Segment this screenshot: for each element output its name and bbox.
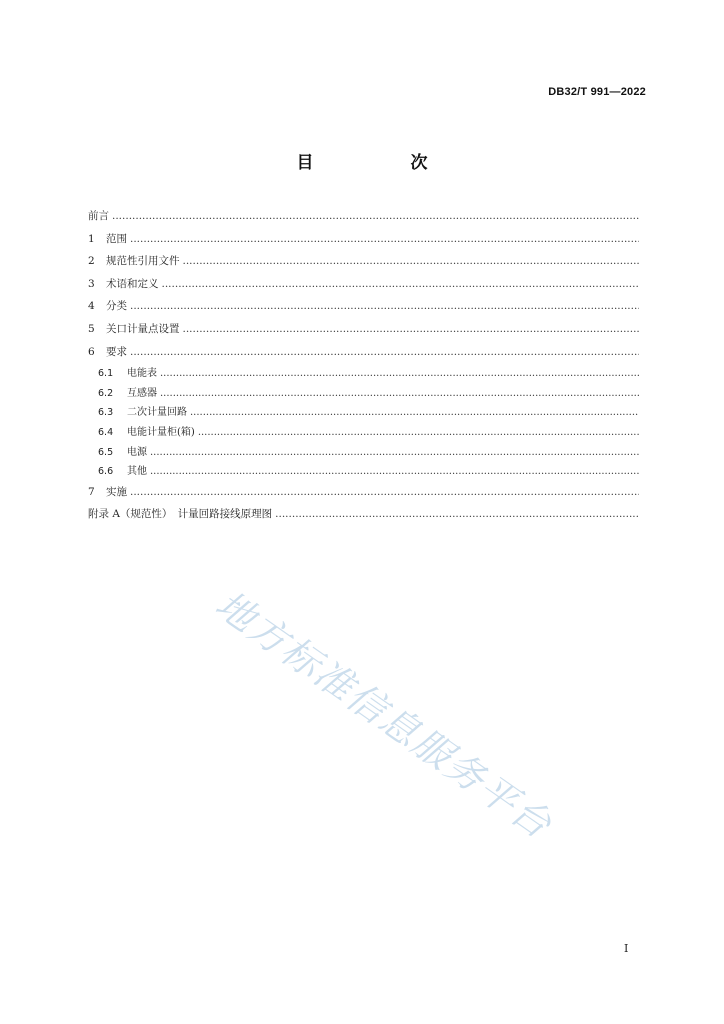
toc-leader-dots (160, 384, 639, 404)
toc-text: 范围 (106, 232, 127, 245)
toc-leader-dots (130, 482, 639, 502)
watermark: 地方标准信息服务平台 (207, 582, 561, 848)
toc-leader-dots (130, 342, 639, 362)
toc-text: 术语和定义 (106, 277, 159, 290)
page-title: 目 次 (296, 153, 468, 173)
toc-text: 二次计量回路 (127, 407, 187, 419)
toc-entry-6-6[interactable] (88, 462, 639, 482)
toc-entry-foreword[interactable] (88, 206, 639, 229)
toc-number: 6.6 (98, 466, 114, 478)
toc-entry-7[interactable] (88, 482, 639, 505)
toc-number: 7 (88, 485, 95, 498)
toc-entry-5[interactable] (88, 319, 639, 342)
toc-text: 分类 (106, 300, 127, 313)
toc-entry-6[interactable] (88, 342, 639, 365)
toc-leader-dots (183, 319, 640, 339)
toc-entry-4[interactable] (88, 296, 639, 319)
toc-text: 电能计量柜(箱) (127, 426, 195, 438)
toc-leader-dots (162, 274, 640, 294)
toc-number: 4 (88, 300, 95, 313)
toc-text: 互感器 (127, 387, 157, 399)
toc-number: 6.3 (98, 407, 114, 419)
table-of-contents (88, 206, 639, 527)
toc-text: 前言 (88, 210, 109, 222)
toc-entry-3[interactable] (88, 274, 639, 297)
toc-leader-dots (190, 403, 639, 423)
toc-entry-2[interactable] (88, 251, 639, 274)
toc-entry-6-4[interactable] (88, 423, 639, 443)
toc-entry-appendix-a[interactable] (88, 504, 639, 527)
toc-number: 6.2 (98, 387, 114, 399)
toc-text: 要求 (106, 345, 127, 358)
toc-leader-dots (183, 251, 640, 271)
toc-number: 6.1 (98, 368, 114, 380)
toc-text: 实施 (106, 485, 127, 498)
toc-number: 6.4 (98, 426, 114, 438)
toc-text: 关口计量点设置 (106, 322, 180, 335)
toc-entry-1[interactable] (88, 229, 639, 252)
toc-text: 电源 (127, 446, 147, 458)
standard-number: DB32/T 991—2022 (548, 86, 646, 98)
toc-text: 其他 (127, 466, 147, 478)
toc-text: 附录 A（规范性） 计量回路接线原理图 (88, 508, 273, 521)
toc-number: 3 (88, 277, 95, 290)
toc-leader-dots (150, 443, 639, 463)
toc-entry-6-2[interactable] (88, 384, 639, 404)
toc-text: 电能表 (127, 368, 157, 380)
toc-number: 6.5 (98, 446, 114, 458)
toc-text: 规范性引用文件 (106, 255, 180, 268)
page-number: I (624, 942, 629, 955)
toc-number: 5 (88, 322, 95, 335)
toc-number: 2 (88, 255, 95, 268)
toc-entry-6-1[interactable] (88, 364, 639, 384)
toc-entry-6-5[interactable] (88, 443, 639, 463)
toc-number: 1 (88, 232, 95, 245)
toc-leader-dots (112, 206, 639, 226)
toc-leader-dots (130, 296, 639, 316)
toc-leader-dots (150, 462, 639, 482)
toc-entry-6-3[interactable] (88, 403, 639, 423)
toc-leader-dots (275, 504, 639, 524)
toc-leader-dots (130, 229, 639, 249)
toc-leader-dots (198, 423, 639, 443)
toc-leader-dots (160, 364, 639, 384)
toc-number: 6 (88, 345, 95, 358)
